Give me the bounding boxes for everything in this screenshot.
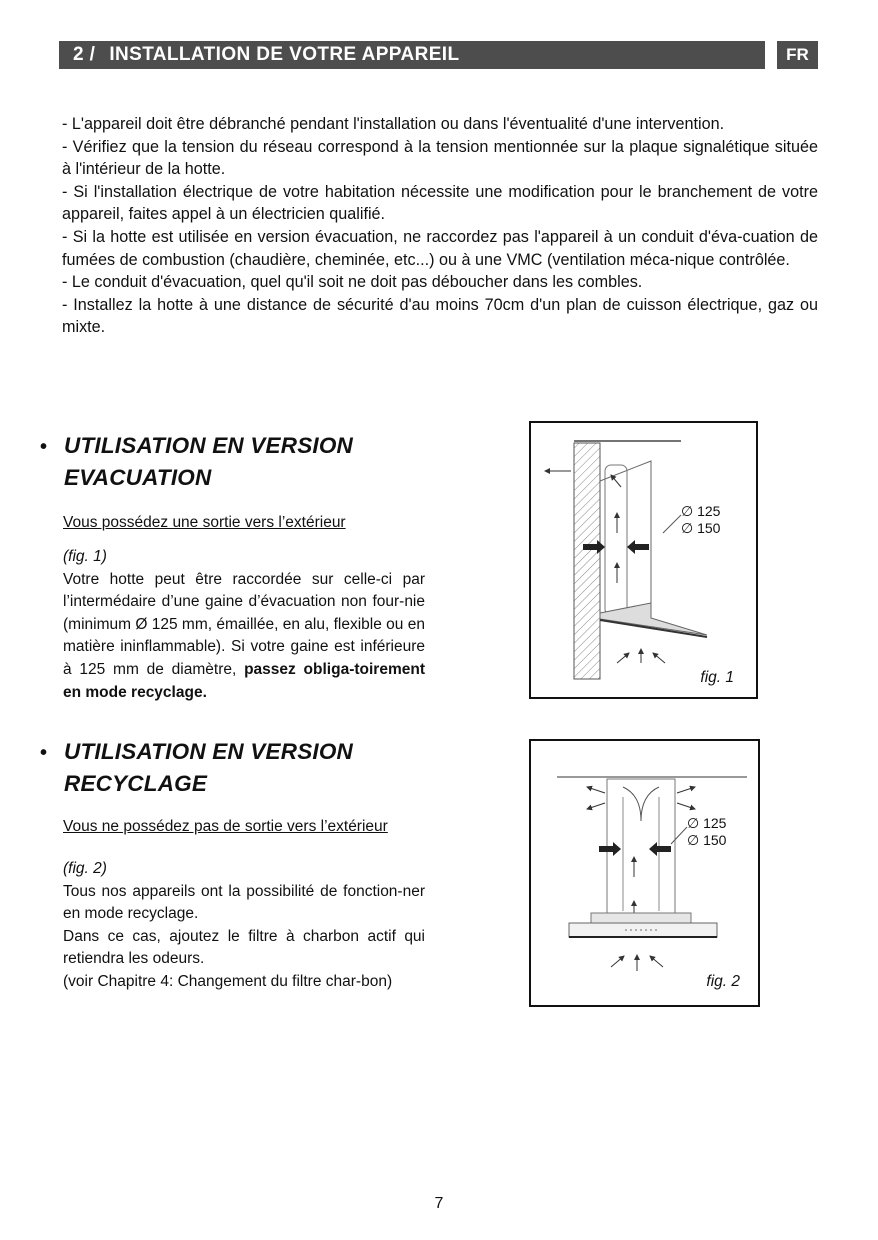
section-heading [40,430,440,494]
body-text-bold: passez obliga-toirement en mode recyclage. [63,660,425,701]
diameter-label: ∅ 150 [681,520,721,536]
intro-line: - Si la hotte est utilisée en version évacuation, ne raccordez pas l'appareil à un conduit d'éva-cuation de fumées de combustion (chaudière, cheminée, etc...) ou à une VMC (ventilation méca-nique contrôlée. [62,227,818,269]
heading-line: EVACUATION [64,465,212,490]
intro-line: - Le conduit d'évacuation, quel qu'il soit ne doit pas déboucher dans les combles. [62,273,643,292]
section-evacuation [40,430,440,704]
heading-line: RECYCLAGE [64,771,208,796]
section-number: 2 / [73,44,96,65]
body-text: Votre hotte peut être raccordée sur celle-ci par l’intermédaire d’une gaine d’évacuation non four-nie (minimum Ø 125 mm, émaillée, en alu, flexible ou en matière ininflammable). Si votre gaine est inférieure à 125 mm de diamètre, [63,570,425,678]
diameter-label: ∅ 150 [687,832,727,848]
section-body [63,858,425,994]
intro-line: - Vérifiez que la tension du réseau correspond à la tension mentionnée sur la plaque signalétique située à l'intérieur de la hotte. [62,137,818,179]
body-paragraph: (voir Chapitre 4: Changement du filtre char-bon) [63,972,393,990]
recycling-diagram [531,741,762,1009]
figure-caption: fig. 1 [700,669,734,686]
page-number: 7 [434,1195,444,1212]
section-recyclage [40,736,440,994]
figure-reference: (fig. 1) [63,548,107,565]
intro-line: - Si l'installation électrique de votre habitation nécessite une modification pour le branchement de votre appareil, faites appel à un électricien qualifié. [62,182,818,224]
figure-1 [529,421,758,699]
section-title: INSTALLATION DE VOTRE APPAREIL [109,44,460,65]
section-subtitle: Vous ne possédez pas de sortie vers l’extérieur [63,818,388,835]
section-header [59,41,765,69]
body-paragraph: Tous nos appareils ont la possibilité de fonction-ner en mode recyclage. [63,882,425,923]
body-paragraph: Dans ce cas, ajoutez le filtre à charbon actif qui retiendra les odeurs. [63,927,425,968]
heading-line: UTILISATION EN VERSION [64,433,354,458]
body-paragraph [63,569,425,705]
intro-line: - L'appareil doit être débranché pendant l'installation ou dans l'éventualité d'une intervention. [62,115,725,133]
figure-reference: (fig. 2) [63,860,107,877]
evacuation-diagram [531,423,760,701]
figure-caption: fig. 2 [706,973,740,990]
language-badge: FR [777,41,818,69]
intro-text [62,113,818,339]
bullet-icon: • [40,742,48,764]
heading-line: UTILISATION EN VERSION [64,739,354,764]
figure-2 [529,739,760,1007]
section-subtitle: Vous possédez une sortie vers l’extérieur [63,514,346,531]
diameter-label: ∅ 125 [687,815,727,831]
bullet-icon: • [40,436,48,458]
intro-line: - Installez la hotte à une distance de sécurité d'au moins 70cm d'un plan de cuisson électrique, gaz ou mixte. [62,295,818,337]
diameter-label: ∅ 125 [681,503,721,519]
section-heading [40,736,440,800]
section-body [63,546,425,704]
